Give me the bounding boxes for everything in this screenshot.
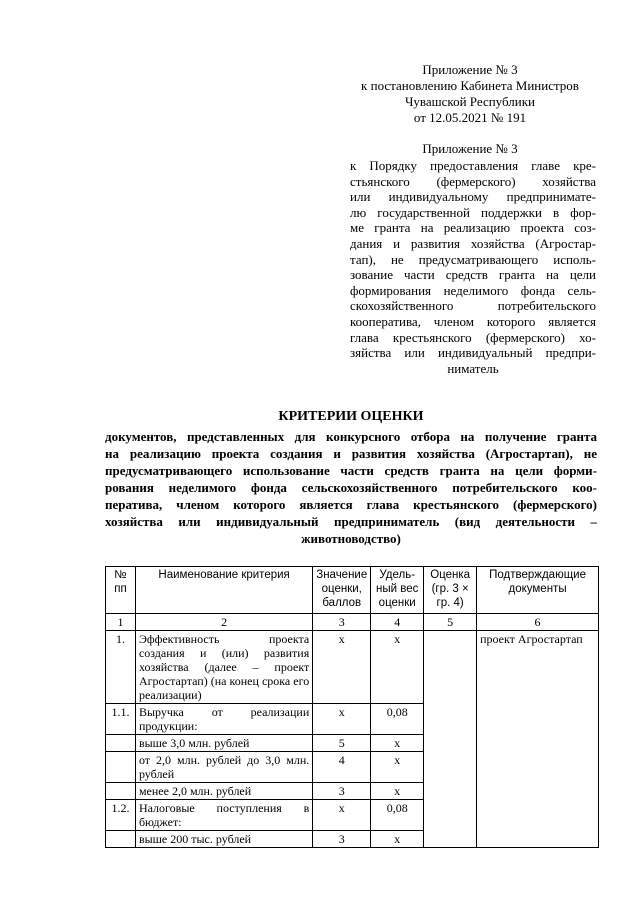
column-number-row xyxy=(106,614,599,631)
order-appendix-line: лю государственной поддержки в фор- xyxy=(350,204,596,220)
criteria-subtitle-line: документов, представленных для конкурсного отбора на получение гранта xyxy=(105,429,597,444)
row-criterion: от 2,0 млн. рублей до 3,0 млн. рублей xyxy=(135,752,312,783)
row-weight: х xyxy=(371,831,424,848)
appendix-line: Приложение № 3 xyxy=(422,62,518,77)
order-appendix-line: или индивидуальному предпринимате- xyxy=(350,189,596,205)
appendix-line: от 12.05.2021 № 191 xyxy=(413,110,527,125)
row-score: 3 xyxy=(313,831,371,848)
criteria-title: КРИТЕРИИ ОЦЕНКИ xyxy=(278,409,424,424)
order-appendix-line: глава крестьянского (фермерского) хо- xyxy=(350,329,596,345)
row-num xyxy=(106,752,136,783)
row-criterion: Налоговые поступления в бюджет: xyxy=(135,800,312,831)
order-appendix-line: кооператива, членом которого является xyxy=(350,314,596,329)
table-header-row xyxy=(106,567,599,614)
criteria-table xyxy=(105,566,599,848)
row-num xyxy=(106,735,136,752)
column-number: 4 xyxy=(371,614,424,631)
row-score: х xyxy=(313,800,371,831)
row-criterion: Эффективность проекта создания и (или) развития хозяйства (далее – проект Агростартап) (на конец срока его реализации) xyxy=(135,631,312,704)
row-num: 1. xyxy=(106,631,136,704)
column-number: 1 xyxy=(106,614,136,631)
column-number: 3 xyxy=(313,614,371,631)
row-weight: 0,08 xyxy=(371,704,424,735)
order-appendix-line: скохозяйственного потребительского xyxy=(350,298,596,314)
row-weight: х xyxy=(371,752,424,783)
order-appendix-line: стьянского (фермерского) хозяйства xyxy=(350,173,596,189)
row-score: х xyxy=(313,704,371,735)
row-num: 1.2. xyxy=(106,800,136,831)
order-appendix-line: к Порядку предоставления главе кре- xyxy=(350,158,596,173)
criteria-subtitle-line: предусматривающего использование части средств гранта на цели форми- xyxy=(105,463,597,478)
appendix-line: к постановлению Кабинета Министров xyxy=(361,78,579,93)
row-criterion: Выручка от реализации продукции: xyxy=(135,704,312,735)
header-rating: Оценка (гр. 3 × гр. 4) xyxy=(424,567,477,614)
order-appendix-line: ме гранта на реализацию проекта соз- xyxy=(350,220,596,236)
criteria-subtitle-line: на реализацию проекта создания и развития хозяйства (Агростартап), не xyxy=(105,446,597,461)
row-score: 5 xyxy=(313,735,371,752)
header-score: Значение оценки, баллов xyxy=(313,567,371,614)
criteria-subtitle-line: хозяйства или индивидуальный предприниматель (вид деятельности – xyxy=(105,514,597,529)
row-docs: проект Агростартап xyxy=(477,631,599,848)
row-weight: 0,08 xyxy=(371,800,424,831)
header-docs: Подтверждающие документы xyxy=(477,567,599,614)
row-weight: х xyxy=(371,783,424,800)
row-num xyxy=(106,831,136,848)
row-weight: х xyxy=(371,735,424,752)
table-row xyxy=(106,631,599,704)
row-rating xyxy=(424,631,477,848)
row-score: х xyxy=(313,631,371,704)
criteria-subtitle-line: ператива, членом которого является глава крестьянского (фермерского) xyxy=(105,497,597,512)
row-criterion: выше 3,0 млн. рублей xyxy=(135,735,312,752)
header-weight: Удель- ный вес оценки xyxy=(371,567,424,614)
column-number: 5 xyxy=(424,614,477,631)
header-name: Наименование критерия xyxy=(135,567,312,614)
row-num xyxy=(106,783,136,800)
appendix-line: Чувашской Республики xyxy=(404,94,536,109)
column-number: 2 xyxy=(135,614,312,631)
header-num: № пп xyxy=(106,567,136,614)
order-appendix-line: дания и развития хозяйства (Агростар- xyxy=(350,236,596,251)
order-appendix-line: формирования неделимого фонда сель- xyxy=(350,282,596,298)
row-score: 4 xyxy=(313,752,371,783)
row-score: 3 xyxy=(313,783,371,800)
order-appendix-line: зяйства или индивидуальный предпри- xyxy=(350,345,596,361)
row-num: 1.1. xyxy=(106,704,136,735)
criteria-subtitle-line: животноводство) xyxy=(301,531,401,546)
order-appendix-line: ниматель xyxy=(447,360,499,376)
order-appendix-line: тап), не предусматривающего исполь- xyxy=(350,251,596,267)
row-criterion: выше 200 тыс. рублей xyxy=(135,831,312,848)
order-appendix-title: Приложение № 3 xyxy=(422,141,518,156)
column-number: 6 xyxy=(477,614,599,631)
order-appendix-line: зование части средств гранта на цели xyxy=(350,267,596,283)
row-weight: х xyxy=(371,631,424,704)
row-criterion: менее 2,0 млн. рублей xyxy=(135,783,312,800)
criteria-subtitle-line: рования неделимого фонда сельскохозяйственного потребительского коо- xyxy=(105,480,597,495)
appendix-header xyxy=(350,62,590,126)
